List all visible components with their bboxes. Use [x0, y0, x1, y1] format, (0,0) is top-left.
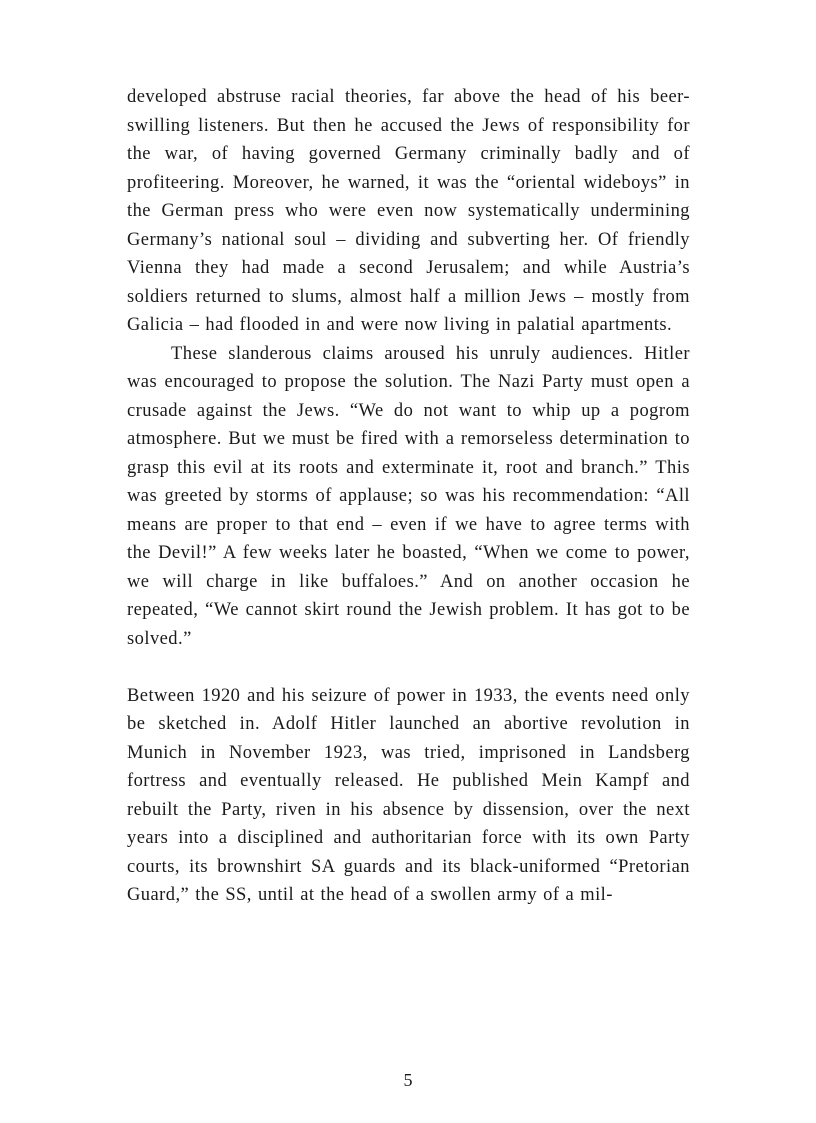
paragraph-slanderous-claims: These slanderous claims aroused his unruly audiences. Hitler was encouraged to propose the solution. The Nazi Party must open a crusade against the Jews. “We do not want to whip up a pogrom atmosphere. But we must be fired with a remorseless determination to grasp this evil at its roots and exterminate it, root and branch.” This was greeted by storms of applause; so was his recommendation: “All means are proper to that end – even if we have to agree terms with the Devil!” A few weeks later he boasted, “When we come to power, we will charge in like buffaloes.” And on another occasion he repeated, “We cannot skirt round the Jewish problem. It has got to be solved.”	[127, 343, 690, 649]
page-number: 5	[403, 1070, 413, 1090]
paragraph-seizure-of-power: Between 1920 and his seizure of power in 1933, the events need only be sketched in. Adolf Hitler launched an abortive revolution in Munich in November 1923, was tried, imprisoned in Landsberg fortress and eventually released. He published Mein Kampf and rebuilt the Party, riven in his absence by dissension, over the next years into a disciplined and authoritarian force with its own Party courts, its brownshirt SA guards and its black-uniformed “Pretorian Guard,” the SS, until at the head of a swollen army of a mil-	[127, 685, 690, 905]
paragraph-racial-theories: developed abstruse racial theories, far above the head of his beer-swilling listeners. But then he accused the Jews of responsibility for the war, of having governed Germany criminally badly and of profiteering. Moreover, he warned, it was the “oriental wideboys” in the German press who were even now systematically undermining Germany’s national soul – dividing and subverting her. Of friendly Vienna they had made a second Jerusalem; and while Austria’s soldiers returned to slums, almost half a million Jews – mostly from Galicia – had flooded in and were now living in palatial apartments.	[127, 87, 690, 335]
page-body	[127, 83, 690, 910]
